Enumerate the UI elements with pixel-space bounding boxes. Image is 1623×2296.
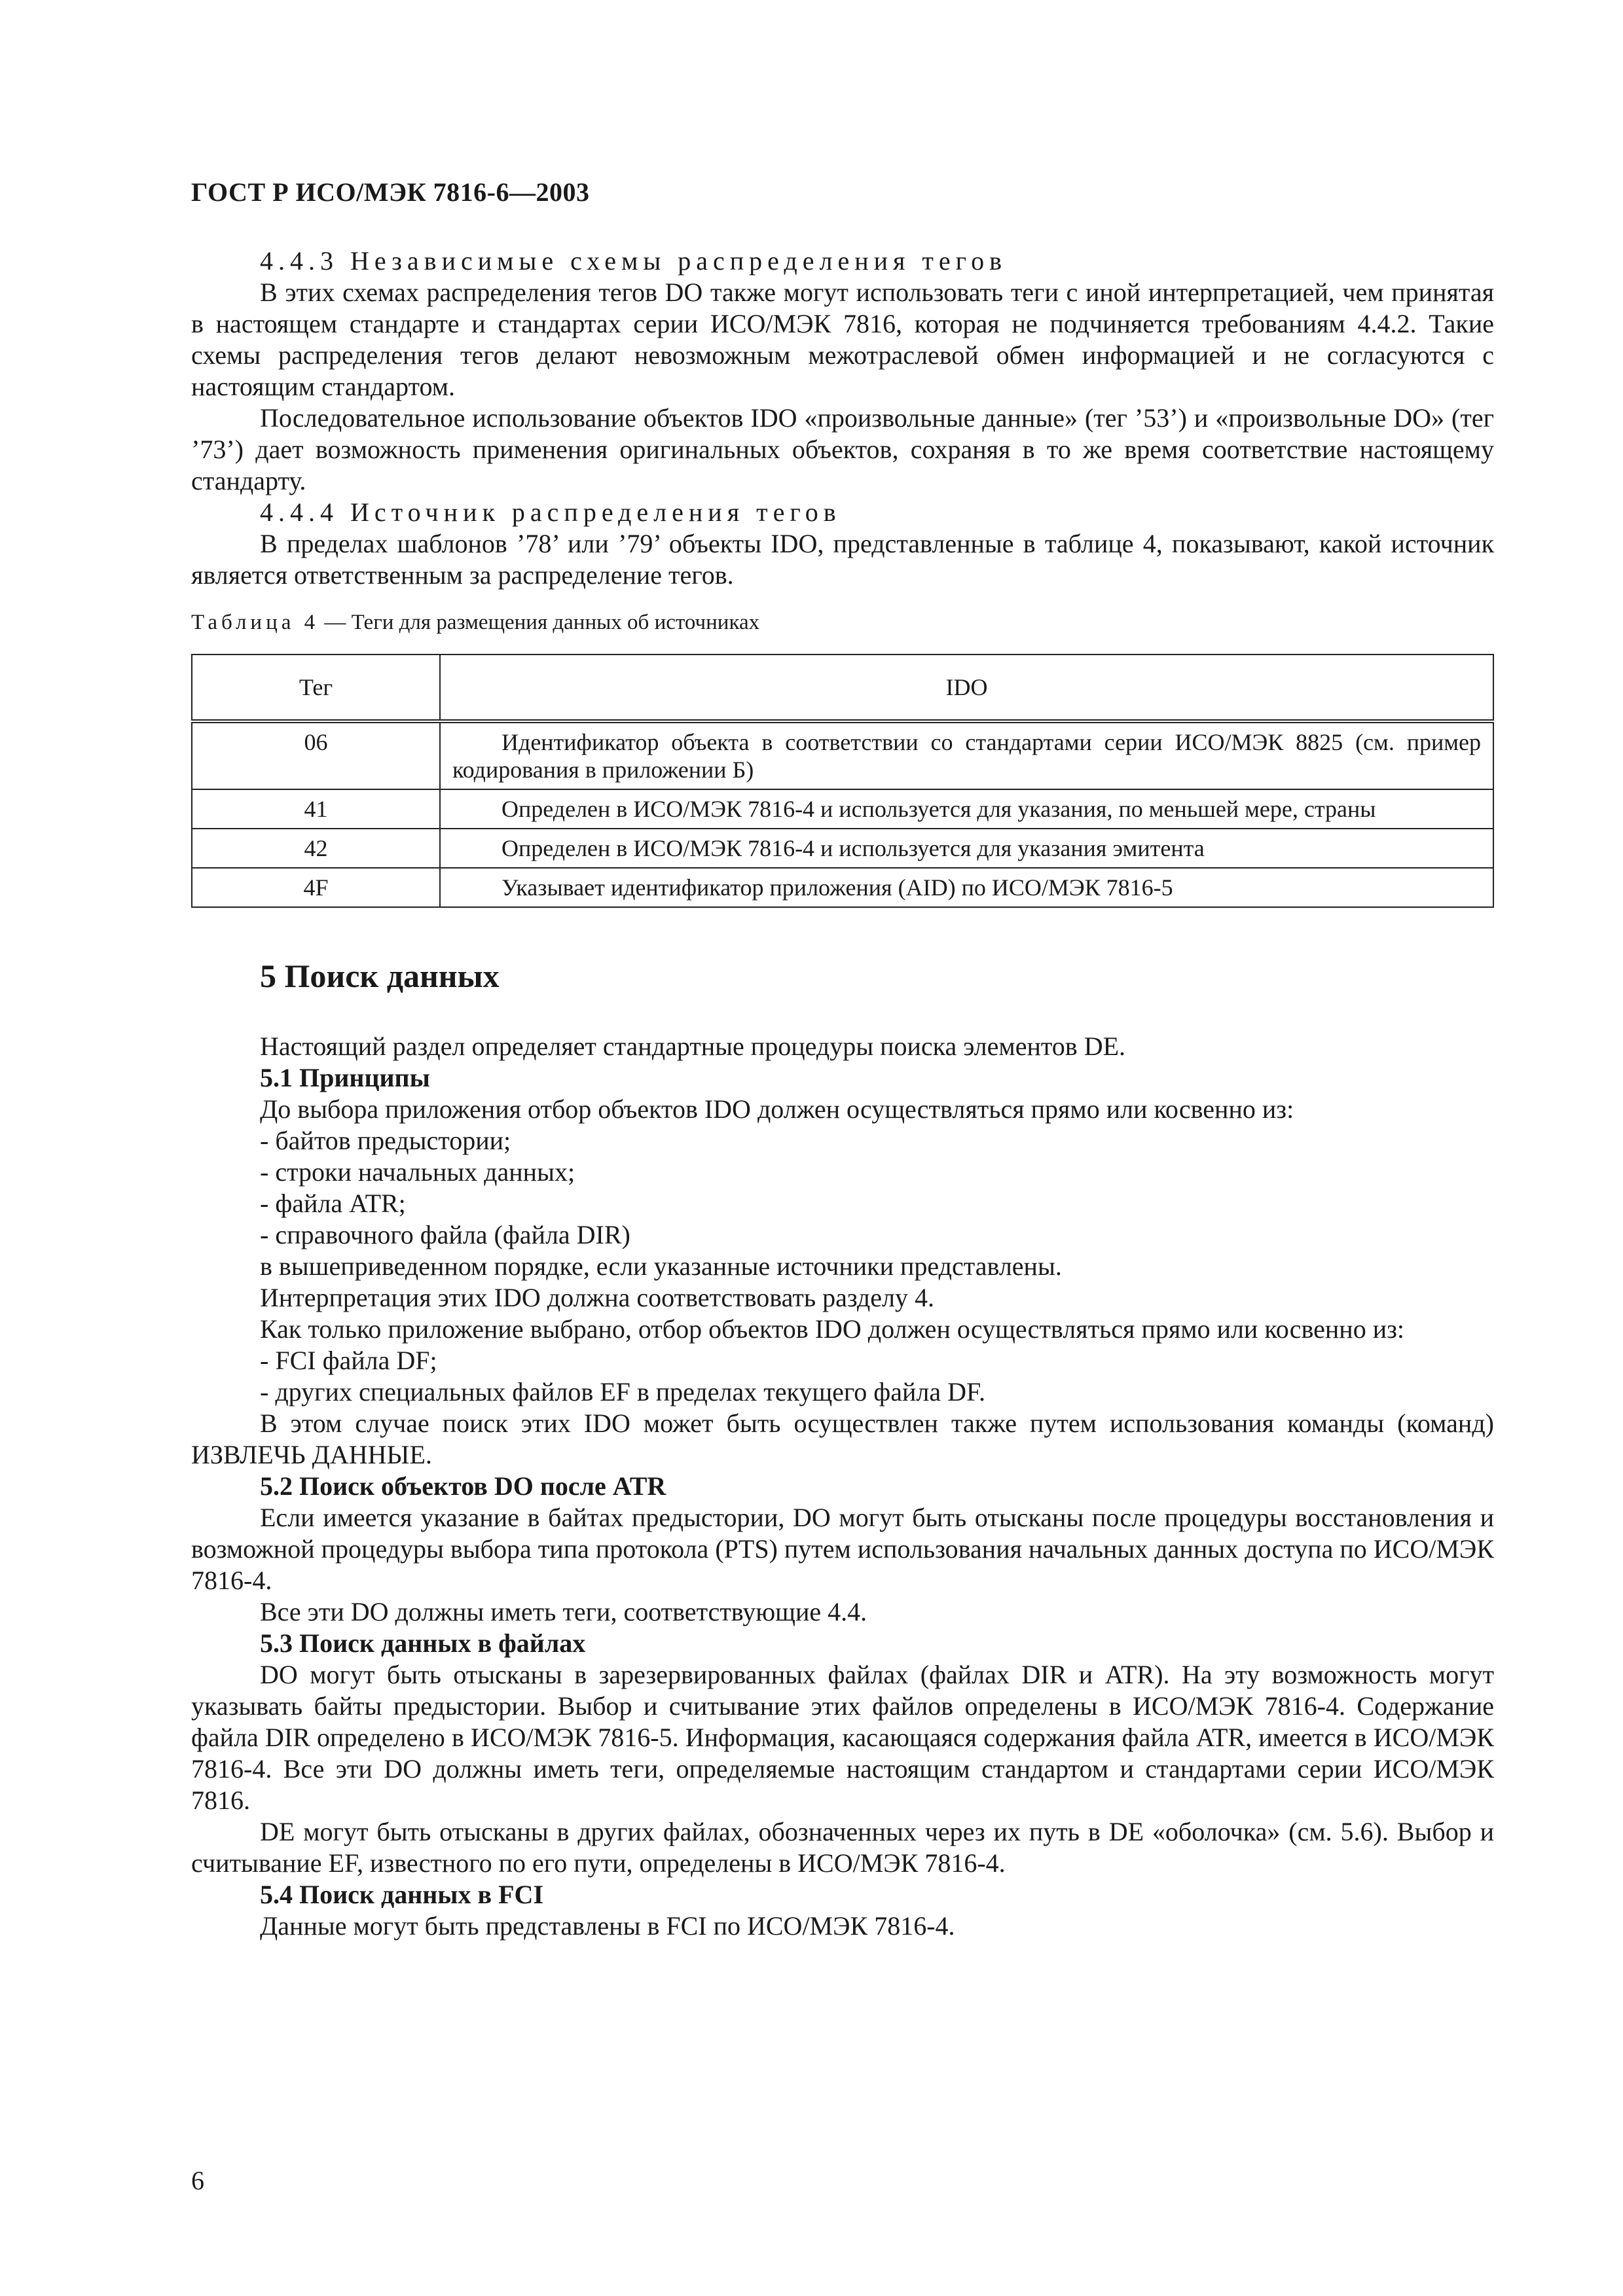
- table-caption-text: — Теги для размещения данных об источниках: [319, 611, 760, 634]
- paragraph: в вышеприведенном порядке, если указанные источники представлены.: [260, 1251, 1062, 1281]
- section-4-4-4-title: 4.4.4 Источник распределения тегов: [260, 497, 841, 527]
- table-header-row: [192, 655, 1493, 721]
- paragraph: Если имеется указание в байтах предыстории, DO могут быть отысканы после процедуры восстановления и возможной процедуры выбора типа протокола (PTS) путем использования начальных данных доступа по ИСО/МЭК 7816-4.: [191, 1503, 1494, 1595]
- paragraph: Настоящий раздел определяет стандартные процедуры поиска элементов DE.: [260, 1031, 1126, 1061]
- list-item: - справочного файла (файла DIR): [260, 1220, 630, 1249]
- document-body: [191, 245, 1494, 1942]
- tag-cell: 06: [192, 721, 440, 789]
- desc-cell: Определен в ИСО/МЭК 7816-4 и используется для указания, по меньшей мере, страны: [440, 789, 1493, 829]
- paragraph: В пределах шаблонов ’78’ или ’79’ объекты IDO, представленные в таблице 4, показывают, какой источник является ответственным за распределение тегов.: [191, 529, 1494, 590]
- table-row: [192, 721, 1493, 789]
- section-5-3-title: 5.3 Поиск данных в файлах: [260, 1628, 586, 1658]
- list-item: - других специальных файлов EF в пределах текущего файла DF.: [260, 1377, 986, 1407]
- paragraph: DO могут быть отысканы в зарезервированных файлах (файлах DIR и ATR). На эту возможность могут указывать байты предыстории. Выбор и считывание этих файлов определены в ИСО/МЭК 7816-4. Содержание файла DIR определено в ИСО/МЭК 7816-5. Информация, касающаяся содержания файла ATR, имеется в ИСО/МЭК 7816-4. Все эти DO должны иметь теги, определяемые настоящим стандартом и стандартами серии ИСО/МЭК 7816.: [191, 1660, 1494, 1815]
- tag-cell: 4F: [192, 868, 440, 907]
- section-5-1-title: 5.1 Принципы: [260, 1063, 430, 1092]
- paragraph: Как только приложение выбрано, отбор объектов IDO должен осуществляться прямо или косвенно из:: [260, 1314, 1405, 1344]
- section-4-4-3-title: 4.4.3 Независимые схемы распределения тегов: [260, 246, 1007, 276]
- desc-cell: Указывает идентификатор приложения (AID) по ИСО/МЭК 7816-5: [440, 868, 1493, 907]
- document-header: ГОСТ Р ИСО/МЭК 7816-6—2003: [191, 177, 590, 207]
- tag-cell: 42: [192, 829, 440, 868]
- list-item: - FCI файла DF;: [260, 1346, 437, 1375]
- paragraph: Последовательное использование объектов IDO «произвольные данные» (тег ’53’) и «произвольные DO» (тег ’73’) дает возможность применения оригинальных объектов, сохраняя в то же время соответствие настоящему стандарту.: [191, 403, 1494, 495]
- paragraph: До выбора приложения отбор объектов IDO должен осуществляться прямо или косвенно из:: [260, 1094, 1294, 1124]
- table-caption: [191, 607, 1494, 638]
- header-ido: IDO: [440, 655, 1493, 721]
- section-5-2-title: 5.2 Поиск объектов DO после ATR: [260, 1471, 666, 1501]
- paragraph: Интерпретация этих IDO должна соответствовать разделу 4.: [260, 1283, 934, 1312]
- tags-table: [191, 654, 1494, 908]
- section-5-4-title: 5.4 Поиск данных в FCI: [260, 1880, 544, 1909]
- table-row: [192, 868, 1493, 907]
- paragraph: Все эти DO должны иметь теги, соответствующие 4.4.: [260, 1597, 867, 1626]
- list-item: - файла ATR;: [260, 1189, 406, 1218]
- paragraph: В этом случае поиск этих IDO может быть осуществлен также путем использования команды (команд) ИЗВЛЕЧЬ ДАННЫЕ.: [191, 1408, 1494, 1469]
- paragraph: В этих схемах распределения тегов DO также могут использовать теги с иной интерпретацией, чем принятая в настоящем стандарте и стандартах серии ИСО/МЭК 7816, которая не подчиняется требованиям 4.4.2. Такие схемы распределения тегов делают невозможным межотраслевой обмен информацией и не согласуются с настоящим стандартом.: [191, 278, 1494, 401]
- list-item: - строки начальных данных;: [260, 1157, 575, 1187]
- table-row: [192, 829, 1493, 868]
- header-tag: Тег: [192, 655, 440, 721]
- page-number: 6: [191, 2166, 204, 2195]
- desc-cell: Определен в ИСО/МЭК 7816-4 и используется для указания эмитента: [440, 829, 1493, 868]
- tag-cell: 41: [192, 789, 440, 829]
- desc-cell: Идентификатор объекта в соответствии со стандартами серии ИСО/МЭК 8825 (см. пример кодирования в приложении Б): [440, 721, 1493, 789]
- table-label: Таблица 4: [191, 611, 319, 634]
- paragraph: DE могут быть отысканы в других файлах, обозначенных через их путь в DE «оболочка» (см. 5.6). Выбор и считывание EF, известного по его пути, определены в ИСО/МЭК 7816-4.: [191, 1817, 1494, 1878]
- section-5-title: 5 Поиск данных: [260, 958, 500, 994]
- list-item: - байтов предыстории;: [260, 1126, 511, 1155]
- paragraph: Данные могут быть представлены в FCI по ИСО/МЭК 7816-4.: [260, 1911, 955, 1941]
- table-row: [192, 789, 1493, 829]
